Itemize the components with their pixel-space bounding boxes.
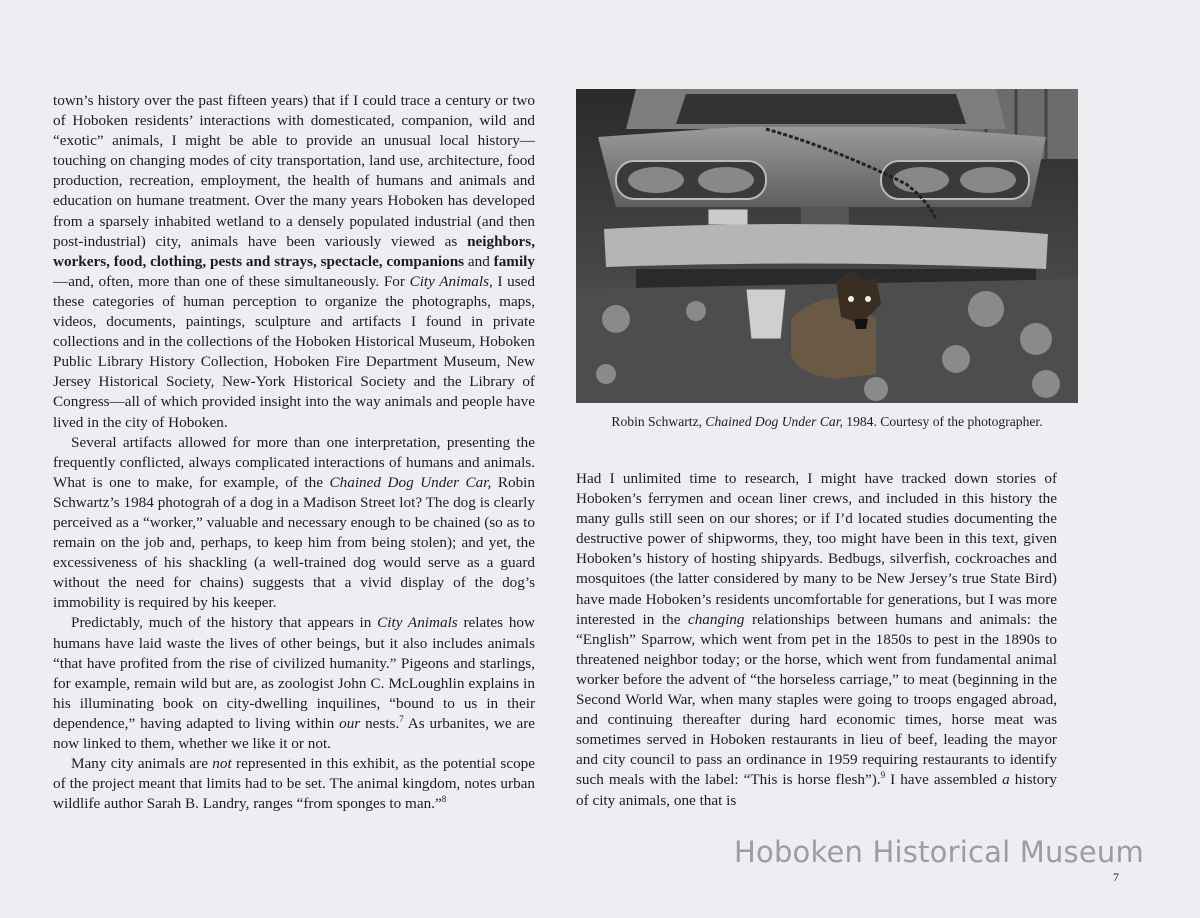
- page-number: 7: [1113, 870, 1119, 884]
- paragraph: Many city animals are not represented in this exhibit, as the potential scope of the project meant that limits had to be set. The animal kingdom, notes urban wildlife author Sarah B. Landry, ranges “from sponges to man.”$^8$: [53, 755, 535, 813]
- paragraph: town’s history over the past fifteen years) that if I could trace a century or two of Hoboken residents’ interactions with domesticated, companion, wild and “exotic” animals, I might be able to provide an unusual local history—touching on changing modes of city transportation, land use, architecture, food production, recreation, employment, the health of humans and animals and education on humane treatment. Over the many years Hoboken has developed from a sparsely inhabited wetland to a densely populated industrial (and then post-industrial) city, animals have been variously viewed as neighbors, workers, food, clothing, pests and strays, spectacle, companions and family—and, often, more than one of these simultaneously. For City Animals, I used these categories of human perception to organize the photographs, maps, videos, documents, paintings, sculpture and artifacts I found in private collections and in the collections of the Hoboken Historical Museum, Hoboken Public Library History Collection, Hoboken Fire Department Museum, New Jersey Historical Society, New-York Historical Society and the Library of Congress—all of which provided insight into the way animals and people have lived in the city of Hoboken.: [53, 92, 535, 431]
- footnote-marker: 7: [399, 713, 404, 724]
- paragraph: Predictably, much of the history that appears in City Animals relates how humans have laid waste the lives of other beings, but it also includes animals “that have profited from the rise of civilized humanity.” Pigeons and starlings, for example, remain wild but are, as zoologist John C. McLoughlin explains in his illuminating book on city-dwelling inquilines, “bound to us in their dependence,” having adapted to living within our nests.$^7$ As urbanites, we are now linked to them, whether we like it or not.: [53, 614, 535, 752]
- paragraph: Had I unlimited time to research, I might have tracked down stories of Hoboken’s ferrymen and ocean liner crews, and included in this history the many gulls still seen on our shores; or if I’d located studies documenting the destructive power of shipworms, they, too might have been in this text, given Hoboken’s history of hosting shipyards. Bedbugs, silverfish, cockroaches and mosquitoes (the latter considered by many to be New Jersey’s true State Bird) have made Hoboken’s residents uncomfortable for generations, but I was more interested in the changing relationships between humans and animals: the “English” Sparrow, which went from pet in the 1850s to pest in the 1890s to threatened neighbor today; or the horse, which went from fundamental animal worker before the advent of “the horseless carriage,” to meat (beginning in the Second World War, when many staples were going to troops engaged abroad, and continuing thereafter during hard economic times, horse meat was sometimes served in Hoboken restaurants in lieu of beef, leading the mayor and city council to pass an ordinance in 1959 requiring restaurants to identify such meals with the label: “This is horse flesh”).$^9$ I have assembled a history of city animals, one that is: [576, 470, 1058, 809]
- museum-watermark: Hoboken Historical Museum: [734, 835, 1144, 869]
- right-text-column: [576, 469, 1057, 811]
- footnote-marker: 8: [441, 794, 447, 805]
- photo-caption: Robin Schwartz, Chained Dog Under Car, 1984. Courtesy of the photographer.: [611, 414, 1043, 429]
- paragraph: Several artifacts allowed for more than one interpretation, presenting the frequently conflicted, always complicated interactions of humans and animals. What is one to make, for example, of the Chained Dog Under Car, Robin Schwartz’s 1984 photograh of a dog in a Madison Street lot? The dog is clearly perceived as a “worker,” valuable and necessary enough to be chained (so as to remain on the job and, perhaps, to keep him from being stolen); and yet, the excessiveness of his shackling (a well-trained dog would serve as a guard without the need for chains) suggests that a vivid display of the dog’s immobility is required by his keeper.: [53, 433, 535, 612]
- chained-dog-photo: [576, 89, 1078, 403]
- left-text-column: [53, 91, 535, 814]
- footnote-marker: 9: [880, 770, 886, 781]
